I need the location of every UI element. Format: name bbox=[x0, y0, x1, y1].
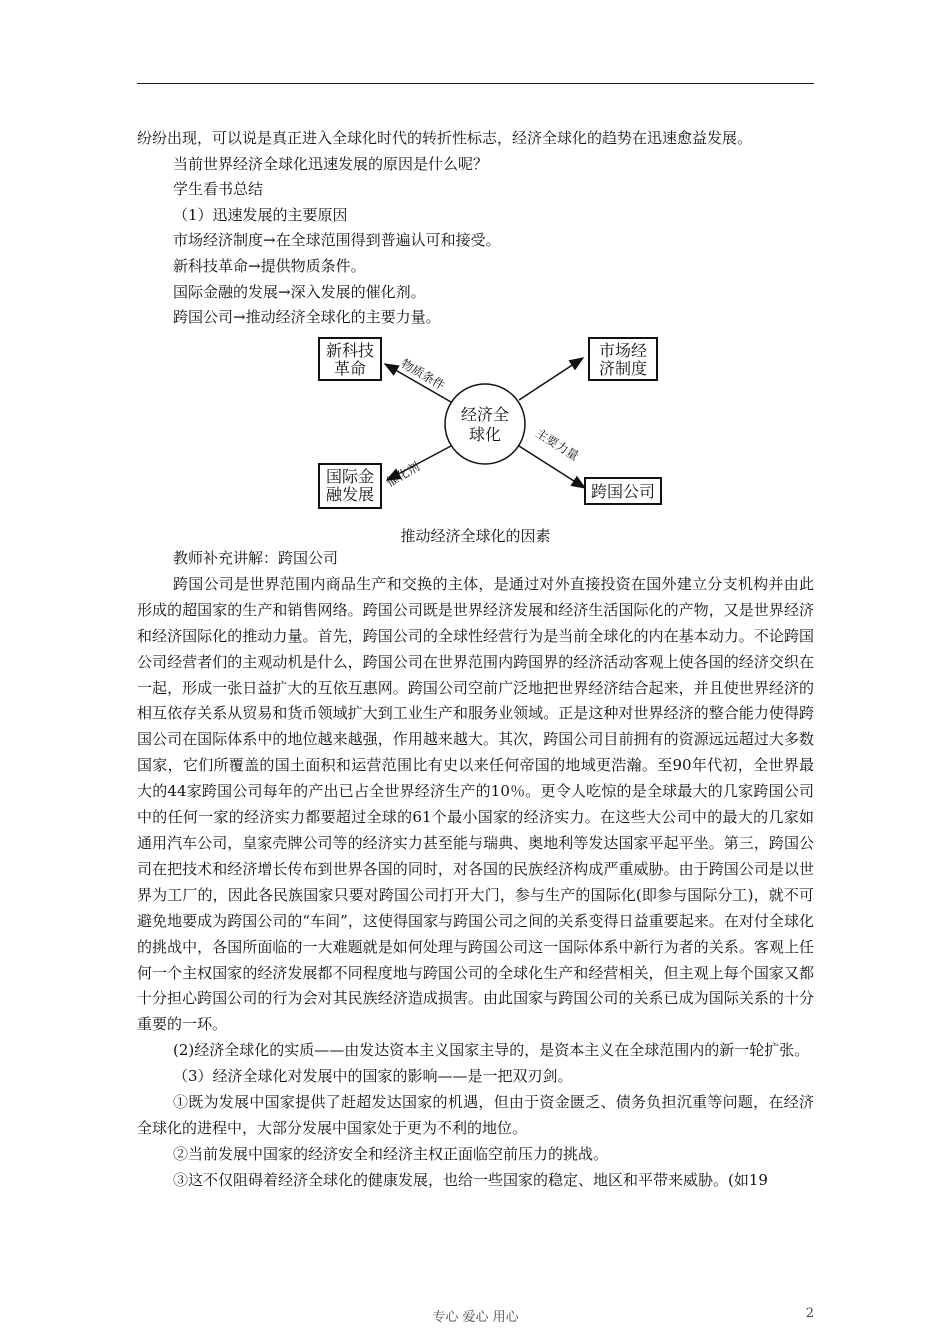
node-finance-line1: 国际金 bbox=[325, 467, 375, 486]
reason-market: 市场经济制度→在全球范围得到普遍认可和接受。 bbox=[173, 231, 501, 250]
node-market-line1: 市场经 bbox=[598, 341, 648, 360]
body-text bbox=[137, 546, 814, 1194]
node-tnc-label: 跨国公司 bbox=[590, 482, 656, 501]
reason-tech: 新科技革命→提供物质条件。 bbox=[173, 256, 366, 275]
node-finance-line2: 融发展 bbox=[325, 485, 375, 504]
impact-item-1: ①既为发展中国家提供了赶超发达国家的机遇，但由于资金匮乏、债务负担沉重等问题，在经济全球化的进程中，大部分发展中国家处于更为不利的地位。 bbox=[137, 1093, 814, 1137]
label-main-force: 主要力量 bbox=[533, 425, 582, 464]
center-node bbox=[445, 384, 525, 464]
tnc-paragraph: 跨国公司是世界范围内商品生产和交换的主体，是通过对外直接投资在国外建立分支机构并由此形成的超国家的生产和销售网络。跨国公司既是世界经济发展和经济生活国际化的产物，又是世界经济和经济国际化的推动力量。首先，跨国公司的全球性经营行为是当前全球化的内在基本动力。不论跨国公司经营者们的主观动机是什么，跨国公司在世界范围内跨国界的经济活动客观上使各国的经济交织在一起，形成一张日益扩大的互依互惠网。跨国公司空前广泛地把世界经济结合起来，并且使世界经济的相互依存关系从贸易和货币领域扩大到工业生产和服务业领域。正是这种对世界经济的整合能力使得跨国公司在国际体系中的地位越来越强，作用越来越大。其次，跨国公司目前拥有的资源远远超过大多数国家，它们所覆盖的国土面积和运营范围比有史以来任何帝国的地域更浩瀚。至90年代初，全世界最大的44家跨国公司每年的产出已占全世界经济生产的10％。更令人吃惊的是全球最大的几家跨国公司中的任何一家的经济实力都要超过全球的61个最小国家的经济实力。在这些大公司中的最大的几家如通用汽车公司，皇家壳牌公司等的经济实力甚至能与瑞典、奥地利等发达国家平起平坐。第三，跨国公司在把技术和经济增长传布到世界各国的同时，对各国的民族经济构成严重威胁。由于跨国公司是以世界为工厂的，因此各民族国家只要对跨国公司打开大门，参与生产的国际化(即参与国际分工)，就不可避免地要成为跨国公司的“车间”，这使得国家与跨国公司之间的关系变得日益重要起来。在对付全球化的挑战中，各国所面临的一大难题就是如何处理与跨国公司这一国际体系中新行为者的关系。客观上任何一个主权国家的经济发展都不同程度地与跨国公司的全球化生产和经营相关，但主观上每个国家又都十分担心跨国公司的行为会对其民族经济造成损害。由此国家与跨国公司的关系已成为国际关系的十分重要的一环。 bbox=[137, 574, 814, 1034]
label-material: 物质条件 bbox=[398, 356, 448, 393]
intro-text bbox=[137, 126, 814, 331]
reason-heading: （1）迅速发展的主要原因 bbox=[173, 205, 348, 224]
label-catalyst: 催化剂 bbox=[383, 459, 423, 490]
footer-motto: 专心 爱心 用心 bbox=[432, 1310, 519, 1325]
page-number: 2 bbox=[805, 1306, 814, 1321]
arrow-to-market bbox=[519, 358, 583, 400]
point-impact: （3）经济全球化对发展中的国家的影响——是一把双刃剑。 bbox=[173, 1067, 573, 1086]
node-tech-line1: 新科技 bbox=[325, 341, 375, 360]
impact-item-2: ②当前发展中国家的经济安全和经济主权正面临空前压力的挑战。 bbox=[173, 1144, 609, 1163]
point-essence: (2)经济全球化的实质——由发达资本主义国家主导的，是资本主义在全球范围内的新一轮扩张。 bbox=[173, 1041, 810, 1060]
line-continued: 纷纷出现，可以说是真正进入全球化时代的转折性标志，经济全球化的趋势在迅速愈益发展。 bbox=[137, 129, 753, 147]
student-summary: 学生看书总结 bbox=[173, 180, 264, 199]
center-line1: 经济全 bbox=[460, 405, 510, 424]
question-line: 当前世界经济全球化迅速发展的原因是什么呢？ bbox=[173, 154, 489, 173]
teacher-note: 教师补充讲解：跨国公司 bbox=[173, 549, 339, 567]
header-rule bbox=[137, 83, 814, 84]
impact-item-3: ③这不仅阻碍着经济全球化的健康发展，也给一些国家的稳定、地区和平带来威胁。(如19 bbox=[173, 1170, 768, 1189]
node-tech-line2: 革命 bbox=[333, 359, 367, 378]
node-market-line2: 济制度 bbox=[598, 359, 648, 378]
reason-finance: 国际金融的发展→深入发展的催化剂。 bbox=[173, 282, 426, 301]
globalization-factors-diagram bbox=[309, 330, 667, 514]
figure-caption: 推动经济全球化的因素 bbox=[400, 527, 551, 545]
center-line2: 球化 bbox=[468, 425, 502, 444]
reason-tnc: 跨国公司→推动经济全球化的主要力量。 bbox=[173, 308, 441, 327]
